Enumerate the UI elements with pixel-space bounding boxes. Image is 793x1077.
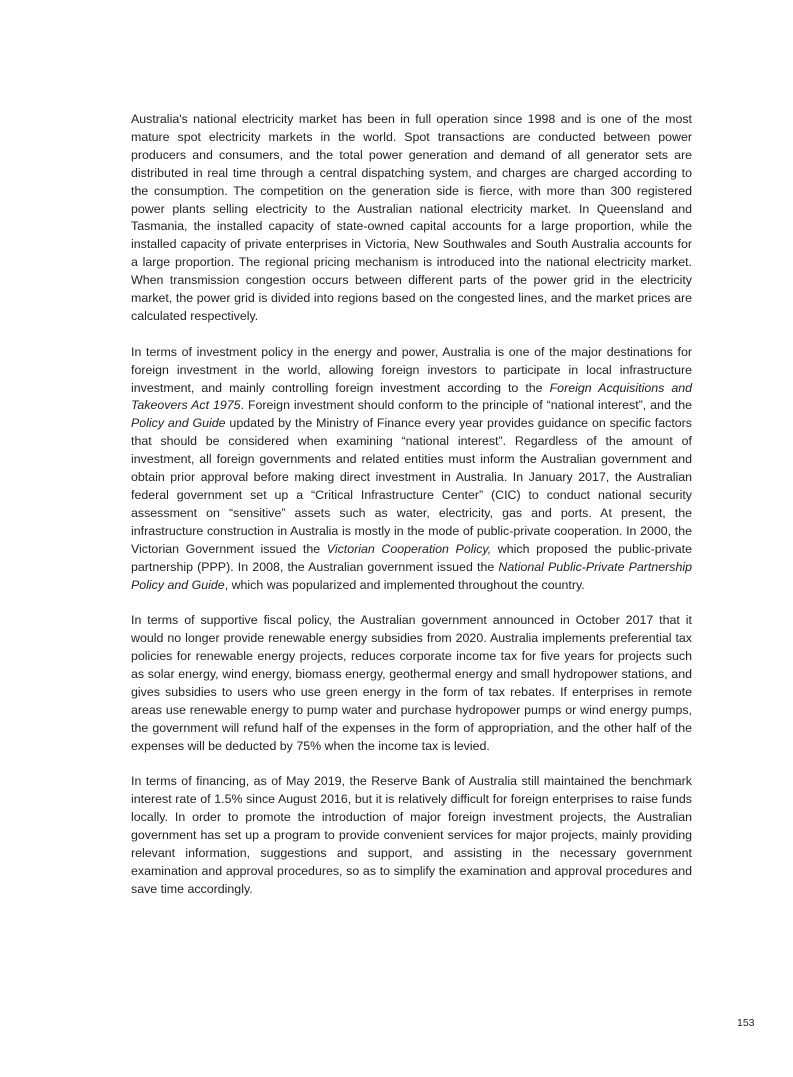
paragraph-text: , which was popularized and implemented throughout the country. [224,577,585,592]
paragraph-text: Australia's national electricity market has been in full operation since 1998 and is one of the most mature spot electricity markets in the world. Spot transactions are conducted between power producers and consumers, and the total power generation and demand of all generator sets are distributed in real time through a central dispatching system, and charges are charged according to the consumption. The competition on the generation side is fierce, with more than 300 registered power plants selling electricity to the Australian national electricity market. In Queensland and Tasmania, the installed capacity of state-owned capital accounts for a large proportion, while the installed capacity of private enterprises in Victoria, New Southwales and South Australia accounts for a large proportion. The regional pricing mechanism is introduced into the national electricity market. When transmission congestion occurs between different parts of the power grid in the electricity market, the power grid is divided into regions based on the congested lines, and the market prices are calculated respectively. [131,112,692,323]
page-number: 153 [737,1017,755,1029]
paragraph-text: the Australian government announced in October 2017 that it would no longer provide renewable energy subsidies from 2020. Australia implements preferential tax policies for renewable energy projects, reduces corporate income tax for five years for projects such as solar energy, wind energy, biomass energy, geothermal energy and small hydropower stations, and gives subsidies to users who use green energy in the form of tax rebates. If enterprises in remote areas use renewable energy to pump water and purchase hydropower pumps or wind energy pumps, the government will refund half of the expenses in the form of appropriation, and the other half of the expenses will be deducted by 75% when the income tax is levied. [131,613,692,753]
paragraph-text: . Foreign investment should conform to the principle of “national interest”, and the [240,398,692,413]
paragraph-lead: In terms of investment policy in the energy and power, [131,344,439,359]
document-body [131,111,692,917]
paragraph-fiscal-policy [131,612,692,755]
policy-title: National Public-Private Partnership Policy and Guide [131,559,692,592]
paragraph-text: which proposed the public-private partnership (PPP). In 2008, the Australian government issued the [131,541,692,574]
paragraph-text: Australia is one of the major destinations for foreign investment in the world, allowing foreign investors to participate in local infrastructure investment, and mainly controlling foreign investment according to the [131,344,692,395]
paragraph-investment-policy [131,344,692,595]
paragraph-text: updated by the Ministry of Finance every year provides guidance on specific factors that should be considered when examining “national interest”. Regardless of the amount of investment, all foreign governments and related entities must inform the Australian government and obtain prior approval before making direct investment in Australia. In January 2017, the Australian federal government set up a “Critical Infrastructure Center” (CIC) to conduct national security assessment on “sensitive” assets such as water, electricity, gas and ports. At present, the infrastructure construction in Australia is mostly in the mode of public-private cooperation. In 2000, the Victorian Government issued the [131,416,692,556]
paragraph-financing [131,773,692,898]
policy-title: Victorian Cooperation Policy, [326,541,492,556]
paragraph-electricity-market [131,111,692,326]
paragraph-lead: In terms of supportive fiscal policy, [131,613,332,628]
policy-title: Policy and Guide [131,416,226,431]
act-title: Foreign Acquisitions and Takeovers Act 1975 [131,380,692,413]
paragraph-text: In terms of financing, as of May 2019, the Reserve Bank of Australia still maintained the benchmark interest rate of 1.5% since August 2016, but it is relatively difficult for foreign enterprises to raise funds locally. In order to promote the introduction of major foreign investment projects, the Australian government has set up a program to provide convenient services for major projects, mainly providing relevant information, suggestions and support, and assisting in the necessary government examination and approval procedures, so as to simplify the examination and approval procedures and save time accordingly. [131,774,692,896]
